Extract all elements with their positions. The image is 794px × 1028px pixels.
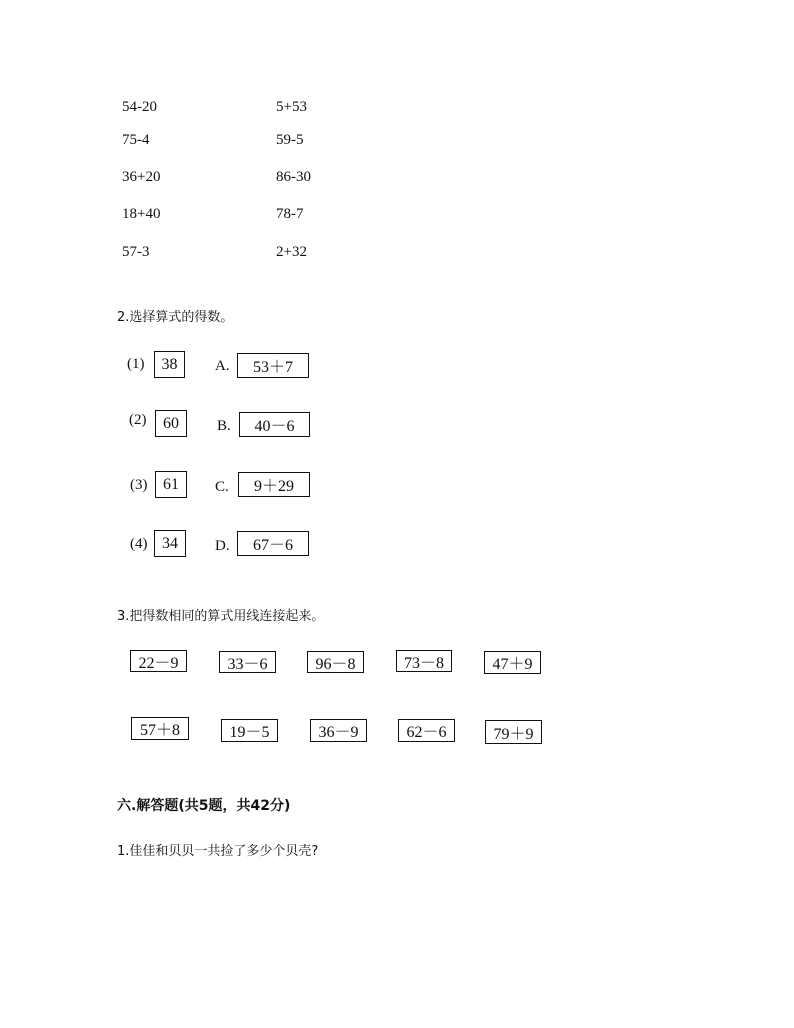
q2-value-box: 38 (154, 351, 185, 378)
expr-right-1: 5+53 (276, 99, 307, 115)
q3-top-expr: 47＋9 (484, 651, 541, 674)
q3-top-expr: 22－9 (130, 650, 187, 672)
q3-top-expr: 73－8 (396, 650, 452, 672)
q3-title: 3.把得数相同的算式用线连接起来。 (117, 609, 325, 624)
section6-heading: 六.解答题(共5题，共42分) (117, 798, 291, 814)
q2-item-number: (3) (130, 477, 148, 493)
expr-right-4: 78-7 (276, 206, 304, 222)
q2-option-letter: C. (215, 479, 229, 495)
q3-top-expr: 33－6 (219, 651, 276, 673)
expr-left-3: 36+20 (122, 169, 161, 185)
q2-title: 2.选择算式的得数。 (117, 310, 234, 325)
q2-item-number: (1) (127, 356, 145, 372)
expr-right-2: 59-5 (276, 132, 304, 148)
q3-bottom-expr: 36－9 (310, 719, 367, 742)
q2-item-number: (2) (129, 412, 147, 428)
q2-option-expr: 67－6 (237, 531, 309, 556)
q3-bottom-expr: 57＋8 (131, 717, 189, 740)
expr-left-2: 75-4 (122, 132, 150, 148)
q2-value-box: 60 (155, 410, 187, 437)
expr-right-5: 2+32 (276, 244, 307, 260)
q2-option-letter: B. (217, 418, 231, 434)
q2-option-letter: D. (215, 538, 230, 554)
expr-left-1: 54-20 (122, 99, 157, 115)
expr-right-3: 86-30 (276, 169, 311, 185)
q3-bottom-expr: 62－6 (398, 719, 455, 742)
q3-bottom-expr: 79＋9 (485, 720, 542, 744)
q3-bottom-expr: 19－5 (221, 719, 278, 742)
section6-question-1: 1.佳佳和贝贝一共捡了多少个贝壳? (117, 844, 319, 859)
q2-value-box: 34 (154, 530, 186, 557)
q2-option-letter: A. (215, 358, 230, 374)
expr-left-5: 57-3 (122, 244, 150, 260)
q2-option-expr: 9＋29 (238, 472, 310, 497)
q2-option-expr: 53＋7 (237, 353, 309, 378)
q2-item-number: (4) (130, 536, 148, 552)
q3-top-expr: 96－8 (307, 651, 364, 673)
q2-option-expr: 40－6 (239, 412, 310, 437)
expr-left-4: 18+40 (122, 206, 161, 222)
q2-value-box: 61 (155, 471, 187, 498)
